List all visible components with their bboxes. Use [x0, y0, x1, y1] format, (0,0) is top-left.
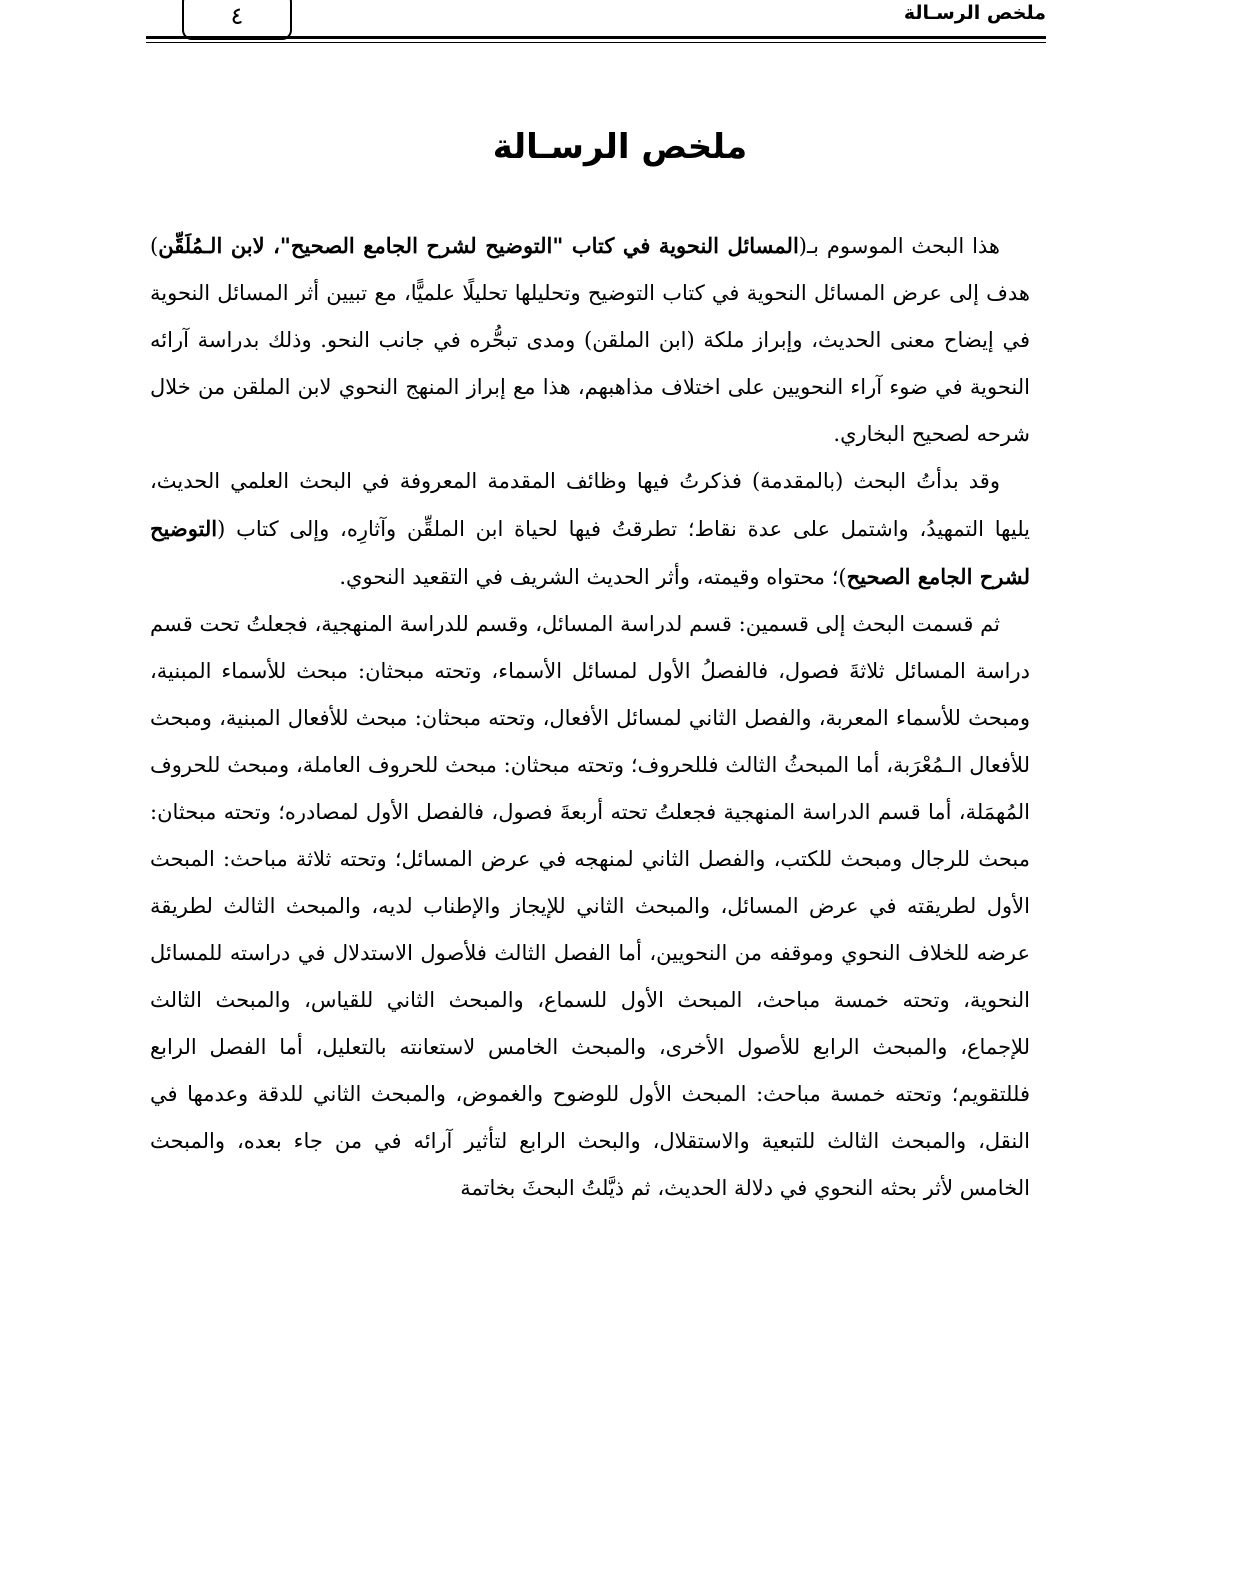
- header-rule-thick: [146, 36, 1046, 39]
- text-segment: ) هدف إلى عرض المسائل النحوية في كتاب التوضيح وتحليلها تحليلًا علميًّا، مع تبيين أثر المسائل النحوية في إيضاح معنى الحديث، وإبراز ملكة (ابن الملقن) ومدى تبحُّره في جانب النحو. وذلك بدراسة آرائه النحوية في ضوء آراء النحويين على اختلاف مذاهبهم، هذا مع إبراز المنهج النحوي لابن الملقن من خلال شرحه لصحيح البخاري.: [150, 234, 1030, 446]
- paragraph-1: [150, 222, 1030, 458]
- page-number: ٤: [182, 0, 292, 40]
- text-segment: )؛ محتواه وقيمته، وأثر الحديث الشريف في التقعيد النحوي.: [339, 565, 847, 589]
- page-title: ملخص الرسـالة: [492, 126, 748, 167]
- running-title: ملخص الرسـالة: [903, 2, 1046, 24]
- text-segment: ثم قسمت البحث إلى قسمين: قسم لدراسة المسائل، وقسم للدراسة المنهجية، فجعلتُ تحت قسم دراسة المسائل ثلاثةَ فصول، فالفصلُ الأول لمسائل الأسماء، وتحته مبحثان: مبحث للأسماء المبنية، ومبحث للأسماء المعربة، والفصل الثاني لمسائل الأفعال، وتحته مبحثان: مبحث للأفعال المبنية، ومبحث للأفعال الـمُعْرَبة، أما المبحثُ الثالث فللحروف؛ وتحته مبحثان: مبحث للحروف العاملة، ومبحث للحروف المُهمَلة، أما قسم الدراسة المنهجية فجعلتُ تحته أربعةَ فصول، فالفصل الأول لمصادره؛ وتحته مبحثان: مبحث للرجال ومبحث للكتب، والفصل الثاني لمنهجه في عرض المسائل؛ وتحته ثلاثة مباحث: المبحث الأول لطريقته في عرض المسائل، والمبحث الثاني للإيجاز والإطناب لديه، والمبحث الثالث لطريقة عرضه للخلاف النحوي وموقفه من النحويين، أما الفصل الثالث فلأصول الاستدلال في دراسته للمسائل النحوية، وتحته خمسة مباحث، المبحث الأول للسماع، والمبحث الثاني للقياس، والمبحث الثالث للإجماع، والمبحث الرابع للأصول الأخرى، والمبحث الخامس لاستعانته بالتعليل، أما الفصل الرابع فللتقويم؛ وتحته خمسة مباحث: المبحث الأول للوضوح والغموض، والمبحث الثاني للدقة وعدمها في النقل، والمبحث الثالث للتبعية والاستقلال، والبحث الرابع لتأثير آرائه في من جاء بعده، والمبحث الخامس لأثر بحثه النحوي في دلالة الحديث، ثم ذيَّلتُ البحثَ بخاتمة: [150, 612, 1030, 1200]
- research-title: المسائل النحوية في كتاب "التوضيح لشرح الجامع الصحيح"، لابن الـمُلَقِّن: [158, 233, 799, 258]
- body-text: [150, 222, 1030, 1212]
- book-title: التوضيح لشرح الجامع الصحيح: [150, 516, 1030, 589]
- paragraph-2: [150, 458, 1030, 601]
- text-segment: وقد بدأتُ البحث (بالمقدمة) فذكرتُ فيها وظائف المقدمة المعروفة في البحث العلمي الحديث، يليها التمهيدُ، واشتمل على عدة نقاط؛ تطرقتُ فيها لحياة ابن الملقِّن وآثارِه، وإلى كتاب (: [150, 469, 1030, 541]
- header-rule-thin: [146, 42, 1046, 43]
- text-segment: هذا البحث الموسوم بـ(: [798, 234, 1001, 258]
- paragraph-3: [150, 601, 1030, 1212]
- page-header: [146, 0, 1046, 46]
